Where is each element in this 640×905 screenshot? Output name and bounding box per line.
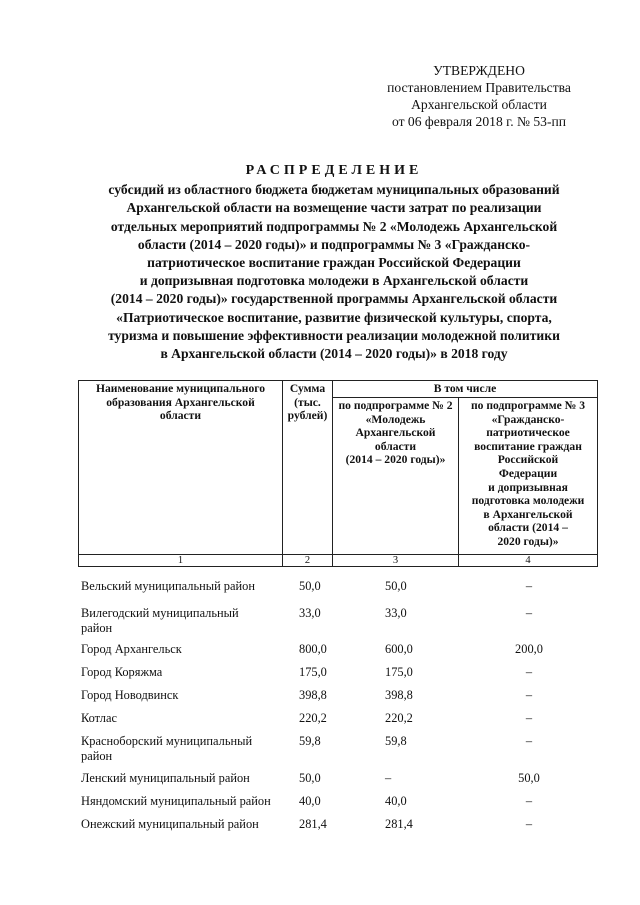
document-heading: РАСПРЕДЕЛЕНИЕ	[245, 163, 423, 178]
table-row	[81, 642, 601, 665]
header-text: области (2014 –	[488, 521, 568, 535]
amount-subprogram-3: –	[525, 794, 533, 808]
amount-subprogram-2: 59,8	[385, 734, 407, 748]
municipality-name	[81, 734, 286, 764]
amount-subprogram-3: –	[525, 579, 533, 593]
header-text: (тыс.	[294, 395, 321, 409]
header-text: подготовка молодежи	[471, 494, 585, 508]
amount-subprogram-3: –	[525, 606, 533, 620]
amount-subprogram-2: 600,0	[385, 642, 413, 656]
table-row	[81, 579, 601, 606]
amount-total: 281,4	[299, 817, 327, 831]
municipality-name	[81, 642, 286, 657]
header-text: «Гражданско-	[491, 412, 565, 426]
title-line: субсидий из областного бюджета бюджетам муниципальных образований	[108, 182, 560, 198]
amount-subprogram-3: –	[525, 734, 533, 748]
municipality-name	[81, 606, 286, 636]
header-text: Наименование муниципального	[95, 382, 266, 395]
header-text: образования Архангельской	[106, 395, 255, 409]
amount-total: 220,2	[299, 711, 327, 725]
header-text: 2020 годы)»	[497, 534, 559, 548]
municipality-name-line: район	[81, 621, 113, 635]
amount-subprogram-2: 220,2	[385, 711, 413, 725]
header-municipality	[79, 381, 283, 555]
header-sum	[283, 381, 333, 555]
title-line: в Архангельской области (2014 – 2020 годы)» в 2018 году	[160, 346, 508, 362]
amount-subprogram-2: 40,0	[385, 794, 407, 808]
title-line: патриотическое воспитание граждан Российской Федерации	[147, 255, 521, 271]
amount-total: 800,0	[299, 642, 327, 656]
amount-total: 175,0	[299, 665, 327, 679]
municipality-name-line: Няндомский муниципальный район	[81, 794, 271, 808]
header-text: по подпрограмме № 2	[338, 399, 453, 412]
amount-subprogram-2: 33,0	[385, 606, 407, 620]
amount-subprogram-2: –	[385, 771, 392, 785]
municipality-name-line: Ленский муниципальный район	[81, 771, 250, 785]
table-row	[81, 771, 601, 794]
amount-subprogram-3: –	[525, 665, 533, 679]
column-number: 1	[79, 555, 283, 567]
amount-subprogram-3: –	[525, 688, 533, 702]
header-text: «Молодежь	[365, 412, 426, 426]
header-text: (2014 – 2020 годы)»	[345, 453, 446, 467]
column-number: 3	[333, 555, 459, 567]
municipality-name-line: Город Архангельск	[81, 642, 182, 656]
municipality-name	[81, 579, 286, 594]
title-line: и допризывная подготовка молодежи в Архангельской области	[139, 273, 529, 289]
header-text: области	[159, 409, 202, 423]
header-text: Федерации	[498, 466, 558, 480]
amount-total: 33,0	[299, 606, 321, 620]
header-text: Архангельской	[355, 426, 436, 440]
header-text: патриотическое	[486, 426, 570, 440]
amount-subprogram-2: 50,0	[385, 579, 407, 593]
approval-date: от 06 февраля 2018 г. № 53-пп	[391, 114, 567, 129]
title-line: области (2014 – 2020 годы)» и подпрограммы № 3 «Гражданско-	[137, 236, 531, 252]
approval-title: УТВЕРЖДЕНО	[433, 63, 525, 78]
municipality-name-line: Красноборский муниципальный	[81, 734, 253, 748]
header-text: области	[374, 439, 417, 453]
municipality-name	[81, 794, 286, 809]
municipality-name	[81, 688, 286, 703]
header-subprogram-2	[333, 398, 459, 555]
amount-subprogram-3: –	[525, 711, 533, 725]
table-row	[81, 665, 601, 688]
header-text: Сумма	[289, 382, 326, 395]
municipality-name	[81, 817, 286, 832]
table-row	[81, 734, 601, 771]
document-title	[60, 162, 608, 363]
amount-total: 59,8	[299, 734, 321, 748]
amount-total: 50,0	[299, 579, 321, 593]
column-number: 2	[283, 555, 333, 567]
header-including: В том числе	[333, 381, 598, 398]
municipality-name	[81, 771, 286, 786]
amount-subprogram-3: 200,0	[515, 642, 543, 656]
title-line: туризма и повышение эффективности реализации молодежной политики	[108, 327, 560, 343]
table-row	[81, 794, 601, 817]
municipality-name	[81, 665, 286, 680]
header-text: в Архангельской	[483, 507, 573, 521]
table-row	[81, 711, 601, 734]
amount-subprogram-2: 175,0	[385, 665, 413, 679]
amount-subprogram-3: 50,0	[518, 771, 540, 785]
amount-subprogram-3: –	[525, 817, 533, 831]
header-text: Российской	[497, 453, 559, 467]
amount-total: 50,0	[299, 771, 321, 785]
table-row	[81, 606, 601, 642]
title-line: отдельных мероприятий подпрограммы № 2 «Молодежь Архангельской	[110, 218, 558, 234]
municipality-name-line: Котлас	[81, 711, 117, 725]
distribution-table-body	[81, 579, 601, 840]
municipality-name	[81, 711, 286, 726]
municipality-name-line: Онежский муниципальный район	[81, 817, 259, 831]
amount-subprogram-2: 398,8	[385, 688, 413, 702]
table-row	[81, 688, 601, 711]
amount-total: 40,0	[299, 794, 321, 808]
municipality-name-line: Город Коряжма	[81, 665, 163, 679]
amount-total: 398,8	[299, 688, 327, 702]
municipality-name-line: Вилегодский муниципальный	[81, 606, 239, 620]
municipality-name-line: Город Новодвинск	[81, 688, 179, 702]
municipality-name-line: район	[81, 749, 113, 763]
table-row	[81, 817, 601, 840]
title-line: «Патриотическое воспитание, развитие физической культуры, спорта,	[116, 309, 552, 325]
header-text: и допризывная	[488, 480, 568, 494]
header-text: рублей)	[287, 409, 328, 423]
approval-line: Архангельской области	[411, 97, 547, 112]
approval-line: постановлением Правительства	[387, 80, 571, 95]
distribution-table-header	[78, 380, 598, 567]
header-text: по подпрограмме № 3	[470, 399, 585, 412]
header-text: воспитание граждан	[474, 439, 582, 453]
header-subprogram-3	[459, 398, 598, 555]
municipality-name-line: Вельский муниципальный район	[81, 579, 255, 593]
title-line: (2014 – 2020 годы)» государственной программы Архангельской области	[110, 291, 558, 307]
title-line: Архангельской области на возмещение части затрат по реализации	[126, 200, 542, 216]
column-number: 4	[459, 555, 598, 567]
amount-subprogram-2: 281,4	[385, 817, 413, 831]
approval-stamp	[360, 62, 598, 130]
